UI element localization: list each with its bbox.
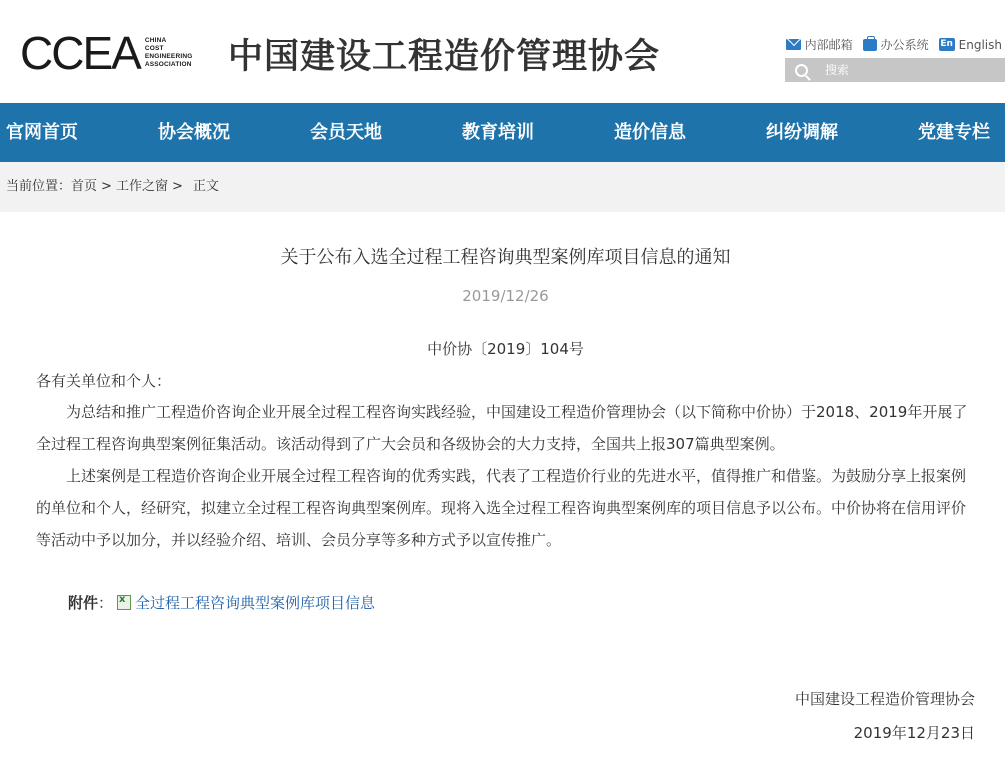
search-button[interactable]: [785, 58, 817, 82]
internal-mail-label: 内部邮箱: [804, 38, 853, 52]
ccea-logo[interactable]: [20, 27, 193, 79]
nav-party-building[interactable]: 党建专栏: [918, 122, 990, 143]
breadcrumb-separator: >: [101, 179, 112, 194]
logo-text: CCEA: [20, 27, 140, 79]
internal-mail-link[interactable]: [786, 36, 853, 53]
nav-members[interactable]: 会员天地: [310, 122, 382, 143]
attachment-colon: ：: [98, 594, 114, 612]
search-bar: [785, 58, 1005, 82]
site-title: 中国建设工程造价管理协会: [228, 37, 661, 77]
nav-mediation[interactable]: 纠纷调解: [766, 122, 838, 143]
article-date: 2019/12/26: [462, 287, 549, 305]
attachment-label: 附件: [68, 594, 99, 612]
breadcrumb-current: 正文: [192, 179, 219, 194]
office-system-label: 办公系统: [880, 38, 929, 52]
attachment: [68, 592, 375, 613]
salutation: 各有关单位和个人：: [36, 372, 172, 390]
nav-home[interactable]: 官网首页: [6, 122, 78, 143]
document-number: 中价协〔2019〕104号: [427, 340, 584, 358]
mail-icon: [786, 39, 801, 50]
signature-organization: 中国建设工程造价管理协会: [794, 690, 975, 708]
breadcrumb: [0, 162, 1005, 212]
top-links: [776, 36, 1002, 53]
article: [6, 212, 1005, 764]
signature-date: 2019年12月23日: [853, 724, 975, 742]
logo-mark: [20, 27, 140, 79]
paragraph: 上述案例是工程造价咨询企业开展全过程工程咨询的优秀实践，代表了工程造价行业的先进水平，值得推广和借鉴。为鼓励分享上报案例的单位和个人，经研究，拟建立全过程工程咨询典型案例库。现将入选全过程工程咨询典型案例库的项目信息予以公布。中价协将在信用评价等活动中予以加分，并以经验介绍、培训、会员分享等多种方式予以宣传推广。: [36, 467, 967, 549]
breadcrumb-prefix: 当前位置：: [6, 179, 72, 194]
search-input[interactable]: [817, 58, 1005, 82]
search-icon: [795, 64, 808, 77]
english-label: English: [958, 37, 1002, 52]
logo-subtext: [145, 37, 193, 69]
nav-about[interactable]: 协会概况: [158, 122, 230, 143]
nav-cost-info[interactable]: 造价信息: [614, 122, 686, 143]
paragraph: 为总结和推广工程造价咨询企业开展全过程工程咨询实践经验，中国建设工程造价管理协会（以下简称中价协）于2018、2019年开展了全过程工程咨询典型案例征集活动。该活动得到了广大会员和各级协会的大力支持，全国共上报307篇典型案例。: [36, 403, 968, 453]
attachment-link[interactable]: 全过程工程咨询典型案例库项目信息: [135, 594, 376, 612]
breadcrumb-work-window[interactable]: 工作之窗: [115, 179, 168, 194]
logo-subtext-line: ASSOCIATION: [144, 61, 192, 68]
breadcrumb-home[interactable]: 首页: [71, 179, 98, 194]
article-title: 关于公布入选全过程工程咨询典型案例库项目信息的通知: [280, 247, 731, 268]
logo-subtext-line: COST: [144, 45, 164, 52]
logo-subtext-line: CHINA: [144, 37, 167, 44]
nav-training[interactable]: 教育培训: [462, 122, 534, 143]
logo-subtext-line: ENGINEERING: [144, 53, 193, 60]
main-nav: [0, 103, 1005, 162]
excel-file-icon: [117, 595, 131, 610]
breadcrumb-separator: >: [171, 179, 183, 194]
briefcase-icon: [863, 39, 877, 51]
english-link[interactable]: [939, 38, 1002, 52]
office-system-link[interactable]: [863, 36, 929, 53]
site-header: [0, 0, 1005, 103]
en-icon: En: [940, 39, 953, 49]
